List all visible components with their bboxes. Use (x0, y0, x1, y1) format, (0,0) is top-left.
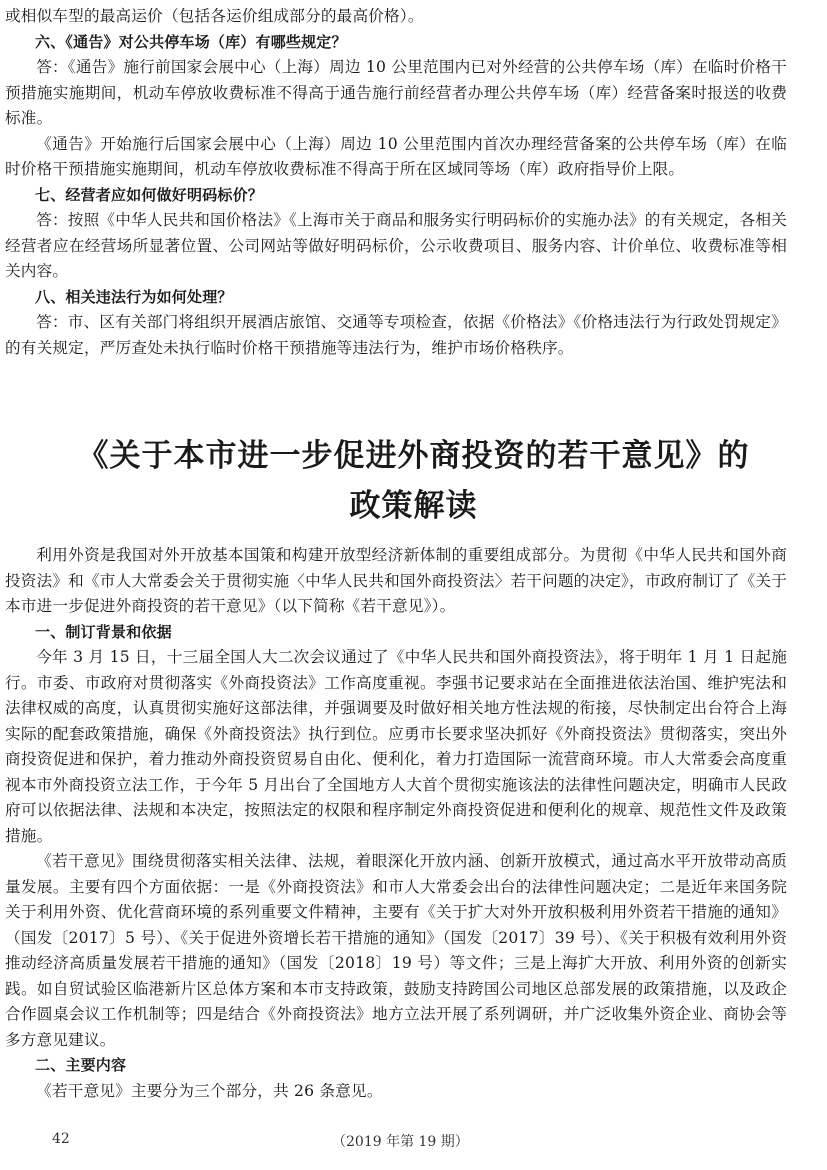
answer-8: 答：市、区有关部门将组织开展酒店旅馆、交通等专项检查，依据《价格法》《价格违法行为行政处罚规定》的有关规定，严厉查处未执行临时价格干预措施等违法行为，维护市场价格秩序。 (5, 313, 787, 357)
top-section (5, 4, 787, 361)
article-heading-1: 一、制订背景和依据 (35, 622, 172, 641)
article-body (5, 543, 787, 1104)
section-heading-6: 六、《通告》对公共停车场（库）有哪些规定？ (35, 32, 347, 51)
section-heading-8: 八、相关违法行为如何处理？ (35, 287, 233, 306)
intro-paragraph: 利用外资是我国对外开放基本国策和构建开放型经济新体制的重要组成部分。为贯彻《中华人民共和国外商投资法》和《市人大常委会关于贯彻实施〈中华人民共和国外商投资法〉若干问题的决定》，市政府制订了《关于本市进一步促进外商投资的若干意见》（以下简称《若干意见》）。 (5, 546, 787, 615)
section-heading-7: 七、经营者应如何做好明码标价？ (35, 185, 264, 204)
answer-6b: 《通告》开始施行后国家会展中心（上海）周边 10 公里范围内首次办理经营备案的公共停车场（库）在临时价格干预措施实施期间，机动车停放收费标准不得高于所在区域同等场（库）政府指导价上限。 (5, 134, 787, 178)
answer-7: 答：按照《中华人民共和国价格法》《上海市关于商品和服务实行明码标价的实施办法》的有关规定，各相关经营者应在经营场所显著位置、公司网站等做好明码标价，公示收费项目、服务内容、计价单位、收费标准等相关内容。 (5, 211, 787, 280)
article-heading-2: 二、主要内容 (35, 1056, 127, 1074)
article-title-line2: 政策解读 (349, 488, 478, 524)
carryover-line: 或相似车型的最高运价（包括各运价组成部分的最高价格）。 (5, 7, 424, 25)
article-title-line1: 《关于本市进一步促进外商投资的若干意见》的 (77, 438, 750, 474)
content-paragraph: 《若干意见》主要分为三个部分，共 26 条意见。 (36, 1081, 383, 1100)
issue-label: （2019 年第 19 期） (332, 1134, 469, 1150)
answer-6a: 答：《通告》施行前国家会展中心（上海）周边 10 公里范围内已对外经营的公共停车场（库）在临时价格干预措施实施期间，机动车停放收费标准不得高于通告施行前经营者办理公共停车场（库）经营备案时报送的收费标准。 (5, 58, 787, 127)
page-number: 42 (52, 1131, 70, 1147)
background-paragraph: 今年 3 月 15 日，十三届全国人大二次会议通过了《中华人民共和国外商投资法》，将于明年 1 月 1 日起施行。市委、市政府对贯彻落实《外商投资法》工作高度重视。李强书记要求站在全面推进依法治国、维护宪法和法律权威的高度，认真贯彻实施好这部法律，并强调要及时做好相关地方性法规的衔接，尽快制定出台符合上海实际的配套政策措施，确保《外商投资法》执行到位。应勇市长要求坚决抓好《外商投资法》贯彻落实，突出外商投资促进和保护，着力推动外商投资贸易自由化、便利化，着力打造国际一流营商环境。市人大常委会高度重视本市外商投资立法工作，于今年 5 月出台了全国地方人大首个贯彻实施该法的法律性问题决定，明确市人民政府可以依据法律、法规和本决定，按照法定的权限和程序制定外商投资促进和便利化的规章、规范性文件及政策措施。 (5, 648, 787, 845)
basis-paragraph: 《若干意见》围绕贯彻落实相关法律、法规，着眼深化开放内涵、创新开放模式，通过高水平开放带动高质量发展。主要有四个方面依据：一是《外商投资法》和市人大常委会出台的法律性问题决定；二是近年来国务院关于利用外资、优化营商环境的系列重要文件精神，主要有《关于扩大对外开放积极利用外资若干措施的通知》（国发〔2017〕5 号）、《关于促进外资增长若干措施的通知》（国发〔2017〕39 号）、《关于积极有效利用外资推动经济高质量发展若干措施的通知》（国发〔2018〕19 号）等文件；三是上海扩大开放、利用外资的创新实践。如自贸试验区临港新片区总体方案和本市支持政策，鼓励支持跨国公司地区总部发展的政策措施，以及政企合作圆桌会议工作机制等；四是结合《外商投资法》地方立法开展了系列调研，并广泛收集外资企业、商协会等多方意见建议。 (5, 852, 787, 1049)
